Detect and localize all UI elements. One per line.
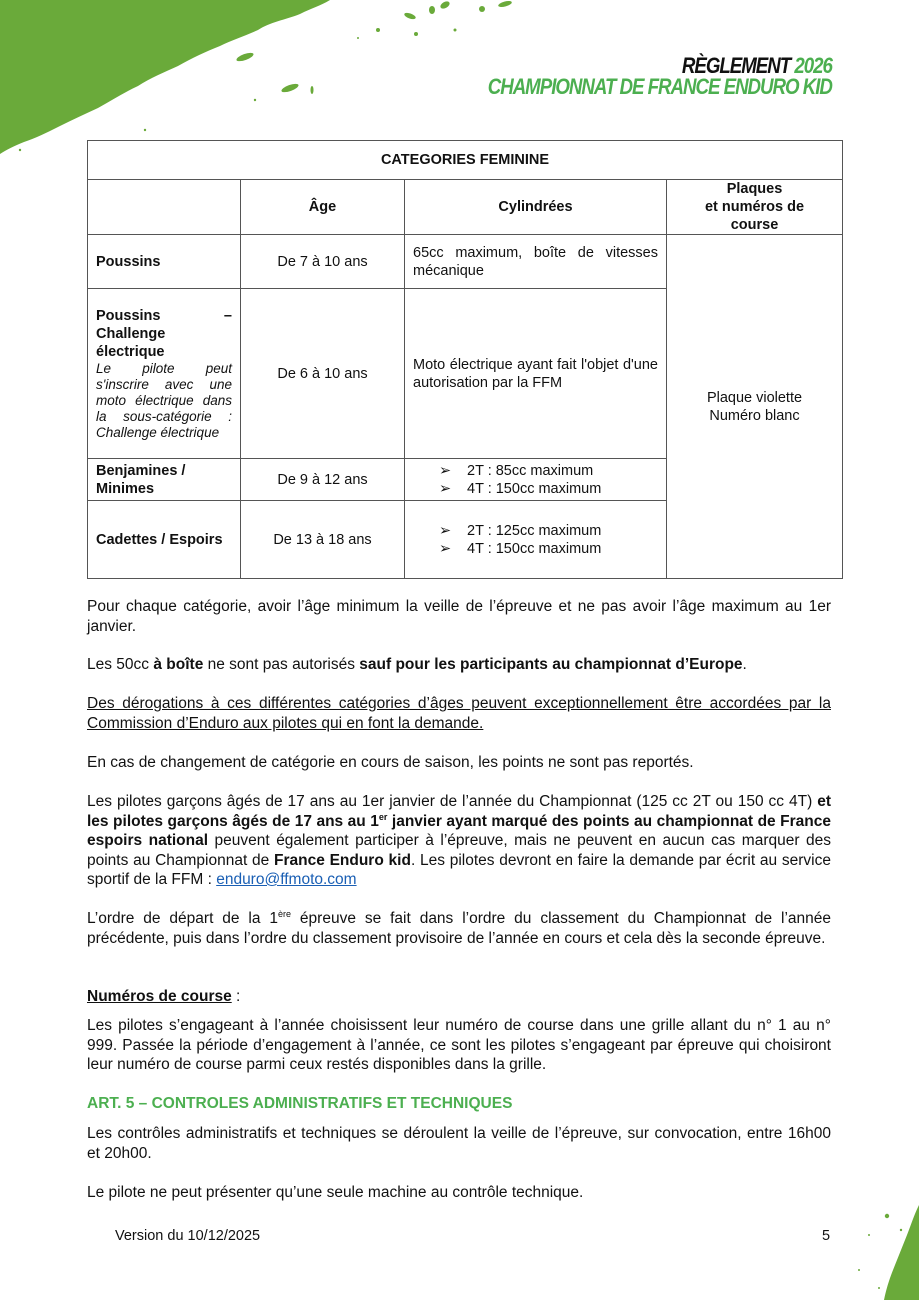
text-run: : [231, 988, 241, 1005]
table-header-row [88, 180, 843, 235]
category-line: Challenge [96, 325, 166, 342]
text-run: janvier ayant marqué des points au championnat de France espoirs national [87, 812, 831, 849]
arrow-bullet-icon: ➢ [439, 522, 452, 539]
text-run: peuvent également participer à l’épreuve, mais ne peuvent en aucun cas marquer des points au Championnat de [87, 832, 831, 869]
text-run: ne sont pas autorisés [203, 656, 360, 673]
text-run: . [742, 656, 747, 673]
bullet-text: 4T : 150cc maximum [467, 540, 602, 557]
numbers-color: Numéro blanc [709, 407, 800, 424]
text-run: Les 50cc [87, 656, 154, 673]
table-title-row [88, 141, 843, 180]
numeros-heading: Numéros de course [87, 988, 232, 1005]
paragraph-single-machine: Le pilote ne peut présenter qu’une seule machine au contrôle technique. [87, 1184, 584, 1201]
header-plates-line: Plaques [726, 181, 783, 197]
arrow-bullet-icon: ➢ [439, 462, 452, 479]
age-cell: De 9 à 12 ans [241, 459, 405, 501]
cylinder-bullet [413, 480, 658, 498]
paragraph-age-rule: Pour chaque catégorie, avoir l’âge minimum la veille de l’épreuve et ne pas avoir l’âge maximum au 1er janvier. [87, 598, 831, 635]
category-cell: Poussins [88, 235, 241, 289]
header-year: 2026 [794, 53, 832, 78]
header-cell-empty [88, 180, 241, 235]
category-line: électrique [96, 343, 165, 360]
categories-table [87, 140, 843, 579]
age-cell: De 6 à 10 ans [241, 289, 405, 459]
paragraph-controls-schedule: Les contrôles administratifs et techniques se déroulent la veille de l’épreuve, sur convocation, entre 16h00 et 20h00. [87, 1125, 831, 1162]
bullet-text: 4T : 150cc maximum [467, 480, 602, 497]
header-cell-age: Âge [241, 180, 405, 235]
text-run: épreuve se fait dans l’ordre du classement du Championnat de l’année précédente, puis dans l’ordre du classement provisoire de l’année en cours et cela dès la seconde épreuve. [87, 910, 831, 947]
plates-cell [667, 235, 843, 579]
paragraph-start-order [87, 909, 831, 948]
arrow-bullet-icon: ➢ [439, 480, 452, 497]
superscript: ère [278, 908, 292, 919]
table-title: CATEGORIES FEMININE [88, 141, 843, 180]
text-run: L’ordre de départ de la 1 [87, 910, 279, 927]
text-bold: France Enduro kid [274, 851, 411, 869]
category-line: Poussins – [96, 307, 232, 324]
age-cell: De 7 à 10 ans [241, 235, 405, 289]
cylinder-bullet [413, 540, 658, 558]
plates-color: Plaque violette [706, 389, 803, 406]
category-cell: Benjamines / Minimes [88, 459, 241, 501]
cylinder-cell [405, 501, 667, 579]
text-bold: sauf pour les participants au championnat d’Europe [359, 656, 743, 673]
green-splash-decoration-bottom [829, 1200, 919, 1300]
footer-version: Version du 10/12/2025 [115, 1228, 261, 1244]
cylinder-cell [405, 459, 667, 501]
bullet-text: 2T : 125cc maximum [467, 522, 602, 539]
cylinder-cell: 65cc maximum, boîte de vitesses mécanique [405, 235, 667, 289]
category-note: Le pilote peut s'inscrire avec une moto électrique dans la sous-catégorie : Challenge électrique [96, 360, 232, 440]
text-run: et les pilotes garçons âgés de 17 ans au 1 [87, 793, 831, 830]
header-cell-plates [667, 180, 843, 235]
cylinder-bullet [413, 462, 658, 480]
paragraph-category-change: En cas de changement de catégorie en cours de saison, les points ne sont pas reportés. [87, 754, 694, 771]
table-row [88, 235, 843, 289]
superscript: er [378, 811, 388, 822]
email-link[interactable]: enduro@ffmoto.com [216, 871, 357, 888]
category-cell [88, 289, 241, 459]
header-cell-cylinder: Cylindrées [405, 180, 667, 235]
header-reglement: RÈGLEMENT [682, 53, 791, 78]
arrow-bullet-icon: ➢ [439, 540, 452, 557]
cylinder-bullet [413, 522, 658, 540]
numeros-heading-line [87, 987, 831, 1007]
text-run: Les pilotes garçons âgés de 17 ans au 1er janvier de l’année du Championnat (125 cc 2T ou 150 cc 4T) [87, 793, 818, 810]
cylinder-cell: Moto électrique ayant fait l'objet d'une autorisation par la FFM [405, 289, 667, 459]
footer-page-number: 5 [822, 1228, 831, 1244]
paragraph-race-numbers: Les pilotes s’engageant à l’année choisissent leur numéro de course dans une grille allant du n° 1 au n° 999. Passée la période d’engagement à l’année, ce sont les pilotes s’engageant par épreuve qui choisiront leur numéro de course parmi ceux restés disponibles dans la grille. [87, 1017, 831, 1073]
category-cell: Cadettes / Espoirs [88, 501, 241, 579]
paragraph-derogations: Des dérogations à ces différentes catégories d’âges peuvent exceptionnellement être accordées par la Commission d’Enduro aux pilotes qui en font la demande. [87, 695, 831, 732]
paragraph-50cc [87, 655, 831, 675]
text-bold: à boîte [153, 656, 204, 673]
header-plates-line: et numéros de [704, 199, 805, 215]
header-plates-line: course [730, 217, 779, 233]
text-run: . Les pilotes devront en faire la demande par écrit au service sportif de la FFM : [87, 851, 831, 888]
paragraph-boys-17 [87, 792, 831, 890]
bullet-text: 2T : 85cc maximum [467, 462, 594, 479]
header-championship: CHAMPIONNAT DE FRANCE ENDURO KID [487, 74, 832, 99]
section-heading-art5: ART. 5 – CONTROLES ADMINISTRATIFS ET TECHNIQUES [87, 1095, 513, 1112]
document-header-title [488, 55, 832, 97]
age-cell: De 13 à 18 ans [241, 501, 405, 579]
